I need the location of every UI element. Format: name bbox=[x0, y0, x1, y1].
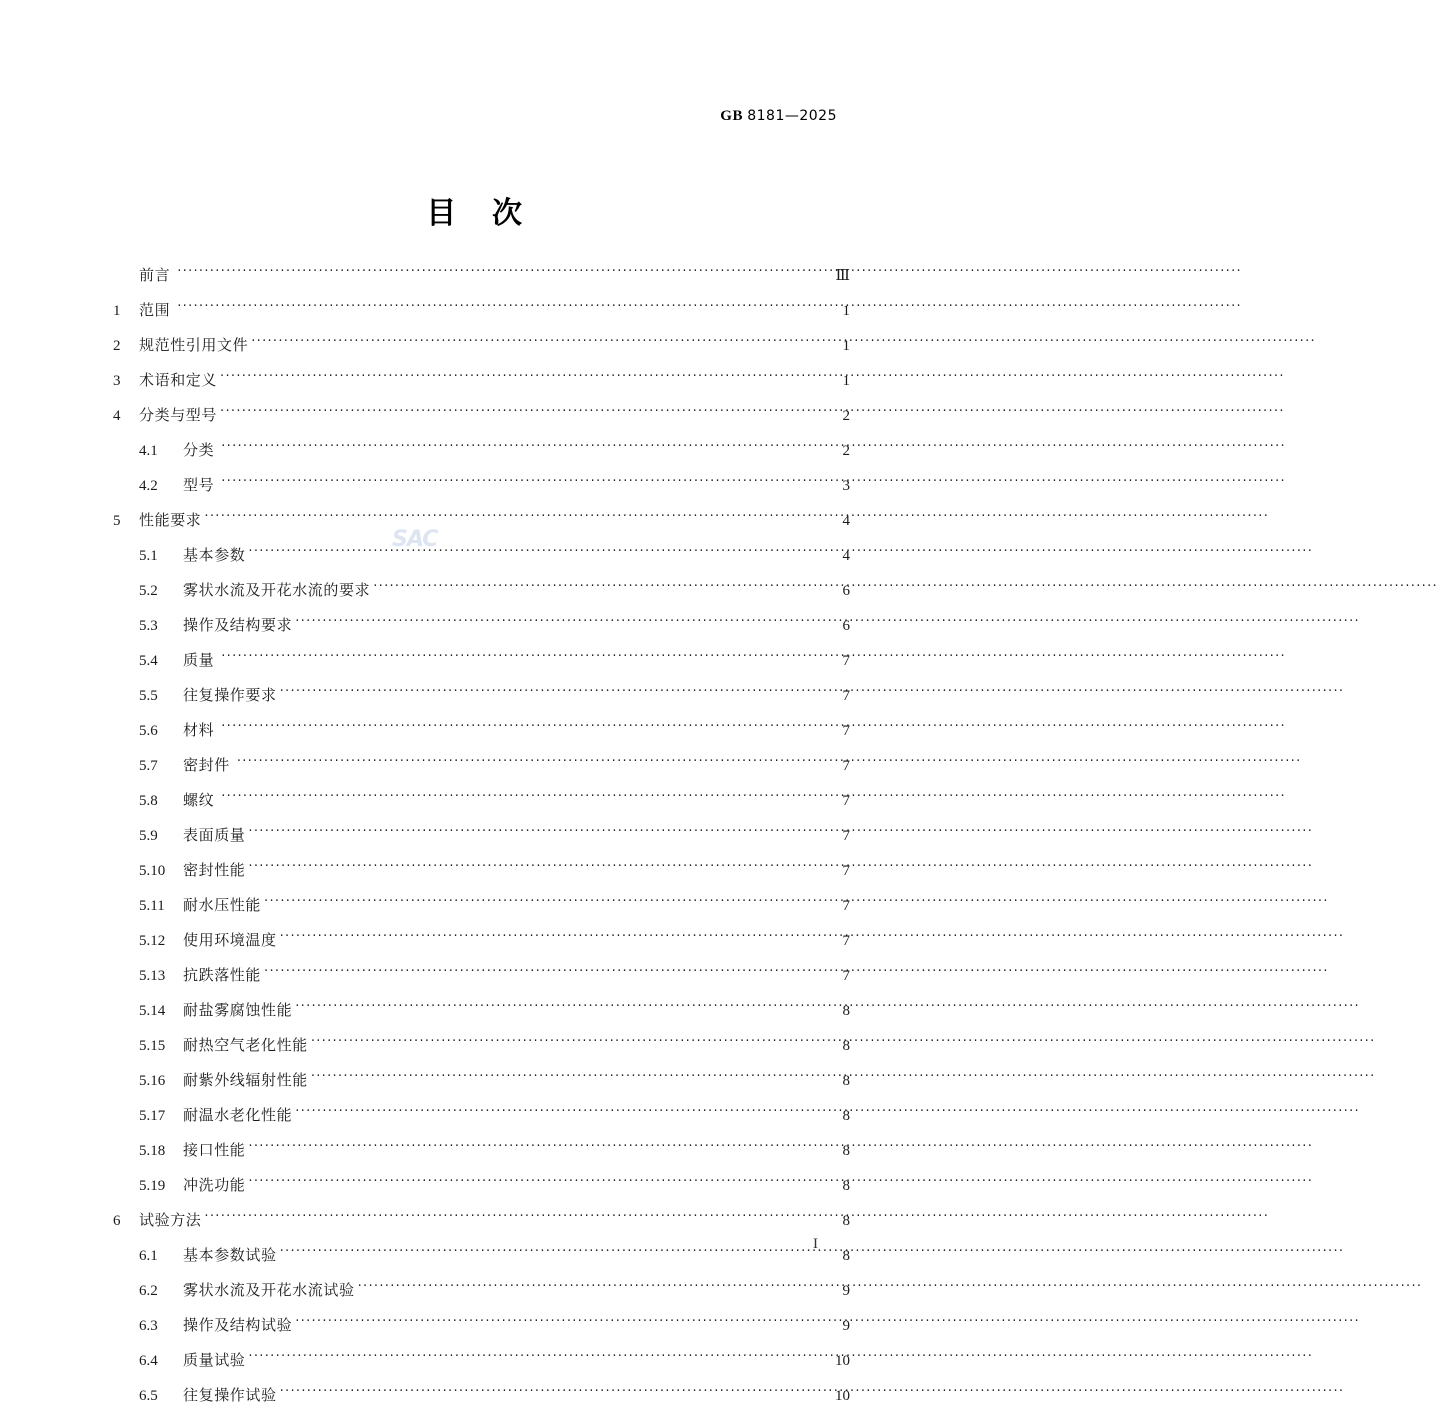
toc-entry[interactable] bbox=[113, 474, 850, 509]
toc-entry-number: 6.1 bbox=[139, 1248, 158, 1264]
toc-leader-dots bbox=[248, 1175, 818, 1191]
toc-entry-page-number: 6 bbox=[842, 618, 850, 634]
toc-entry-number: 5.16 bbox=[139, 1073, 166, 1089]
toc-entry-page-number: 7 bbox=[842, 828, 850, 844]
page-footer bbox=[113, 1235, 850, 1253]
toc-entry[interactable] bbox=[113, 789, 850, 824]
toc-entry[interactable] bbox=[113, 544, 850, 579]
toc-entry-label: 材料 bbox=[183, 721, 215, 739]
page-title-char-1: 目 bbox=[426, 196, 458, 231]
toc-entry-page-number: 8 bbox=[842, 1038, 850, 1054]
toc-entry-page-number: 8 bbox=[842, 1213, 850, 1229]
toc-entry-label: 耐水压性能 bbox=[183, 896, 262, 914]
page-title bbox=[0, 188, 950, 232]
toc-entry[interactable] bbox=[113, 1174, 850, 1209]
toc-entry-page-number: 6 bbox=[842, 583, 850, 599]
toc-entry-label: 密封性能 bbox=[183, 861, 246, 879]
toc-entry-label: 基本参数 bbox=[183, 546, 246, 564]
toc-entry-page-number: 2 bbox=[842, 408, 850, 424]
toc-entry[interactable] bbox=[113, 1279, 850, 1314]
toc-entry-page-number: 1 bbox=[842, 338, 850, 354]
page-folio: I bbox=[813, 1236, 818, 1252]
toc-entry-number: 6.3 bbox=[139, 1318, 158, 1334]
toc-entry-number: 3 bbox=[113, 373, 121, 389]
toc-leader-dots bbox=[248, 1350, 818, 1366]
toc-leader-dots bbox=[220, 405, 818, 421]
toc-entry-label: 耐温水老化性能 bbox=[183, 1106, 293, 1124]
toc-entry[interactable] bbox=[113, 404, 850, 439]
toc-entry-number: 4.1 bbox=[139, 443, 158, 459]
toc-entry-number: 5.9 bbox=[139, 828, 158, 844]
toc-entry[interactable] bbox=[113, 1139, 850, 1174]
toc-entry-label: 密封件 bbox=[183, 756, 230, 774]
toc-entry-page-number: 4 bbox=[842, 513, 850, 529]
toc-leader-dots bbox=[295, 615, 818, 631]
toc-leader-dots bbox=[311, 1070, 818, 1086]
toc-entry-number: 1 bbox=[113, 303, 121, 319]
toc-leader-dots bbox=[204, 1210, 818, 1226]
toc-entry-number: 6.2 bbox=[139, 1283, 158, 1299]
toc-leader-dots bbox=[295, 1105, 818, 1121]
toc-entry-page-number: 8 bbox=[842, 1108, 850, 1124]
toc-leader-dots bbox=[248, 825, 818, 841]
toc-entry-label: 质量 bbox=[183, 651, 215, 669]
toc-entry-number: 4.2 bbox=[139, 478, 158, 494]
toc-entry-page-number: 7 bbox=[842, 793, 850, 809]
toc-leader-dots bbox=[221, 720, 818, 736]
toc-entry-page-number: 7 bbox=[842, 758, 850, 774]
toc-entry-number: 6.5 bbox=[139, 1388, 158, 1404]
toc-entry-page-number: 7 bbox=[842, 863, 850, 879]
toc-entry-number: 5.8 bbox=[139, 793, 158, 809]
toc-entry-page-number: 7 bbox=[842, 968, 850, 984]
toc-entry-page-number: 3 bbox=[842, 478, 850, 494]
toc-entry-page-number: 9 bbox=[842, 1283, 850, 1299]
toc-entry-page-number: 9 bbox=[842, 1318, 850, 1334]
toc-entry-number: 5.11 bbox=[139, 898, 165, 914]
toc-entry[interactable] bbox=[113, 1314, 850, 1349]
toc-entry[interactable] bbox=[113, 719, 850, 754]
toc-entry-label: 耐热空气老化性能 bbox=[183, 1036, 308, 1054]
toc-entry-number: 5.18 bbox=[139, 1143, 166, 1159]
toc-leader-dots bbox=[177, 300, 818, 316]
toc-entry-page-number: 2 bbox=[842, 443, 850, 459]
toc-entry-number: 4 bbox=[113, 408, 121, 424]
toc-entry-number: 5.19 bbox=[139, 1178, 166, 1194]
toc-entry-page-number: 7 bbox=[842, 723, 850, 739]
toc-entry[interactable] bbox=[113, 1384, 850, 1419]
page-title-char-2: 次 bbox=[492, 196, 524, 231]
toc-entry-number: 5.3 bbox=[139, 618, 158, 634]
toc-entry-label: 质量试验 bbox=[183, 1351, 246, 1369]
toc-entry[interactable] bbox=[113, 824, 850, 859]
toc-leader-dots bbox=[177, 265, 818, 281]
toc-entry-label: 性能要求 bbox=[139, 511, 202, 529]
toc-entry-label: 范围 bbox=[139, 301, 171, 319]
toc-entry[interactable] bbox=[113, 684, 850, 719]
toc-entry-page-number: 1 bbox=[842, 373, 850, 389]
toc-entry-label: 表面质量 bbox=[183, 826, 246, 844]
standard-number-value: 8181—2025 bbox=[747, 108, 837, 124]
toc-leader-dots bbox=[251, 335, 818, 351]
toc-entry-label: 型号 bbox=[183, 476, 215, 494]
toc-entry-label: 使用环境温度 bbox=[183, 931, 277, 949]
toc-leader-dots bbox=[311, 1035, 818, 1051]
toc-entry-page-number: 8 bbox=[842, 1073, 850, 1089]
toc-entry-label: 操作及结构要求 bbox=[183, 616, 293, 634]
toc-entry-page-number: 8 bbox=[842, 1178, 850, 1194]
toc-entry[interactable] bbox=[113, 614, 850, 649]
toc-entry-page-number: 8 bbox=[842, 1248, 850, 1264]
toc-entry[interactable] bbox=[113, 754, 850, 789]
toc-entry-label: 抗跌落性能 bbox=[183, 966, 262, 984]
toc-entry-page-number: 1 bbox=[842, 303, 850, 319]
toc-entry-number: 5.12 bbox=[139, 933, 166, 949]
toc-leader-dots bbox=[221, 475, 818, 491]
toc-entry-label: 冲洗功能 bbox=[183, 1176, 246, 1194]
toc-entry-label: 操作及结构试验 bbox=[183, 1316, 293, 1334]
toc-entry-label: 前言 bbox=[139, 266, 171, 284]
toc-entry-number: 5.2 bbox=[139, 583, 158, 599]
toc-leader-dots bbox=[295, 1000, 818, 1016]
toc-entry[interactable] bbox=[113, 509, 850, 544]
toc-leader-dots bbox=[204, 510, 818, 526]
toc-entry-page-number: 7 bbox=[842, 933, 850, 949]
toc-leader-dots bbox=[237, 755, 818, 771]
toc-leader-dots bbox=[264, 895, 818, 911]
toc-leader-dots bbox=[264, 965, 818, 981]
toc-entry[interactable] bbox=[113, 369, 850, 404]
toc-entry-page-number: 7 bbox=[842, 653, 850, 669]
running-header bbox=[113, 108, 837, 132]
toc-entry-page-number: 8 bbox=[842, 1003, 850, 1019]
toc-entry-number: 5.7 bbox=[139, 758, 158, 774]
toc-entry-label: 螺纹 bbox=[183, 791, 215, 809]
toc-entry-label: 分类与型号 bbox=[139, 406, 218, 424]
toc-entry[interactable] bbox=[113, 649, 850, 684]
toc-entry-number: 5.13 bbox=[139, 968, 166, 984]
toc-entry-label: 耐盐雾腐蚀性能 bbox=[183, 1001, 293, 1019]
toc-leader-dots bbox=[280, 1385, 818, 1401]
toc-entry-number: 5.17 bbox=[139, 1108, 166, 1124]
toc-entry-number: 5.10 bbox=[139, 863, 166, 879]
toc-leader-dots bbox=[373, 580, 818, 596]
toc-entry-number: 5.6 bbox=[139, 723, 158, 739]
toc-entry[interactable] bbox=[113, 264, 850, 299]
toc-entry-number: 5 bbox=[113, 513, 121, 529]
toc-leader-dots bbox=[220, 370, 818, 386]
toc-leader-dots bbox=[248, 1140, 818, 1156]
toc-leader-dots bbox=[221, 440, 818, 456]
toc-leader-dots bbox=[248, 860, 818, 876]
toc-entry-number: 5.15 bbox=[139, 1038, 166, 1054]
toc-entry-page-number: 10 bbox=[835, 1388, 850, 1404]
watermark: SAC bbox=[392, 527, 438, 552]
toc-leader-dots bbox=[295, 1315, 818, 1331]
toc-entry[interactable] bbox=[113, 859, 850, 894]
toc-entry-label: 分类 bbox=[183, 441, 215, 459]
toc-entry[interactable] bbox=[113, 964, 850, 999]
toc-entry-number: 5.14 bbox=[139, 1003, 166, 1019]
toc-leader-dots bbox=[280, 930, 818, 946]
toc-entry-page-number: 10 bbox=[835, 1353, 850, 1369]
toc-entry-label: 雾状水流及开花水流试验 bbox=[183, 1281, 355, 1299]
toc-entry-label: 往复操作试验 bbox=[183, 1386, 277, 1404]
toc-entry-label: 基本参数试验 bbox=[183, 1246, 277, 1264]
standard-number bbox=[720, 108, 837, 125]
toc-entry-number: 5.5 bbox=[139, 688, 158, 704]
toc-leader-dots bbox=[358, 1280, 818, 1296]
toc-entry-label: 试验方法 bbox=[139, 1211, 202, 1229]
toc-entry[interactable] bbox=[113, 579, 850, 614]
toc-entry-page-number: Ⅲ bbox=[835, 268, 850, 284]
toc-leader-dots bbox=[221, 650, 818, 666]
toc-entry[interactable] bbox=[113, 299, 850, 334]
toc-entry[interactable] bbox=[113, 1069, 850, 1104]
toc-leader-dots bbox=[248, 545, 818, 561]
toc-entry[interactable] bbox=[113, 439, 850, 474]
toc-entry[interactable] bbox=[113, 929, 850, 964]
toc-leader-dots bbox=[280, 685, 818, 701]
toc-entry-label: 规范性引用文件 bbox=[139, 336, 249, 354]
toc-leader-dots bbox=[221, 790, 818, 806]
toc-entry-number: 6 bbox=[113, 1213, 121, 1229]
toc-entry[interactable] bbox=[113, 1349, 850, 1384]
toc-entry[interactable] bbox=[113, 1104, 850, 1139]
toc-entry-page-number: 4 bbox=[842, 548, 850, 564]
toc-entry-page-number: 7 bbox=[842, 898, 850, 914]
toc-entry-label: 往复操作要求 bbox=[183, 686, 277, 704]
toc-entry-number: 5.4 bbox=[139, 653, 158, 669]
toc-entry-page-number: 7 bbox=[842, 688, 850, 704]
toc-entry-number: 2 bbox=[113, 338, 121, 354]
toc-entry[interactable] bbox=[113, 334, 850, 369]
toc-entry[interactable] bbox=[113, 1034, 850, 1069]
toc-entry[interactable] bbox=[113, 999, 850, 1034]
toc-entry-label: 雾状水流及开花水流的要求 bbox=[183, 581, 371, 599]
toc-entry-page-number: 8 bbox=[842, 1143, 850, 1159]
toc-entry-number: 6.4 bbox=[139, 1353, 158, 1369]
standard-prefix: GB bbox=[720, 108, 743, 124]
toc-entry-label: 接口性能 bbox=[183, 1141, 246, 1159]
toc-entry-number: 5.1 bbox=[139, 548, 158, 564]
toc-entry-label: 术语和定义 bbox=[139, 371, 218, 389]
toc-entry[interactable] bbox=[113, 894, 850, 929]
toc-entry-label: 耐紫外线辐射性能 bbox=[183, 1071, 308, 1089]
